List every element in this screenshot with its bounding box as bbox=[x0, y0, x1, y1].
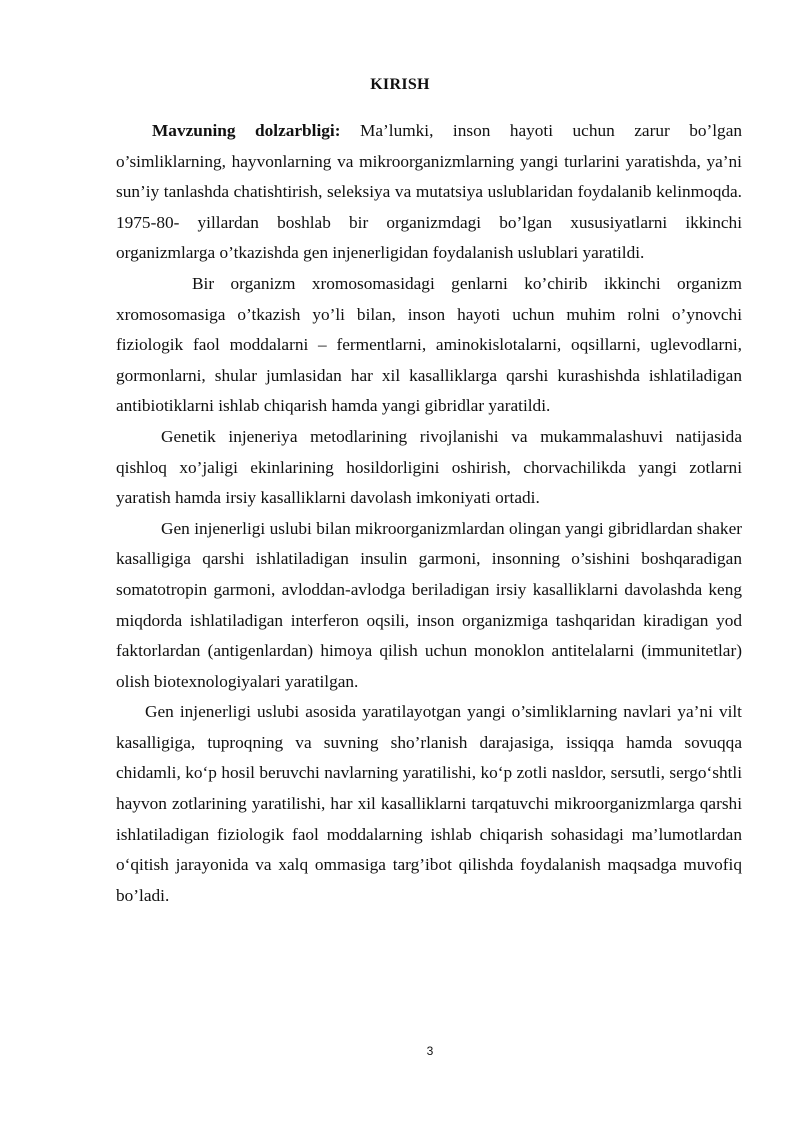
document-title: KIRISH bbox=[370, 76, 430, 93]
paragraph-relevance bbox=[116, 116, 742, 269]
page-number: 3 bbox=[426, 1044, 434, 1058]
paragraph-lead: Mavzuning dolzarbligi: bbox=[152, 121, 341, 140]
document-body bbox=[116, 116, 742, 911]
paragraph: Bir organizm xromosomasidagi genlarni ko’chirib ikkinchi organizm xromosomasiga o’tkazish yo’li bilan, inson hayoti uchun muhim rolni o’ynovchi fiziologik faol moddalarni – fermentlarni, aminokislotalarni, oqsillarni, uglevodlarni, gormonlarni, shular jumlasidan har xil kasalliklarga qarshi kurashishda ishlatiladigan antibiotiklarni ishlab chiqarish hamda yangi gibridlar yaratildi. bbox=[116, 273, 742, 416]
paragraph: Gen injenerligi uslubi asosida yaratilayotgan yangi o’simliklarning navlari ya’ni vilt kasalligiga, tuproqning va suvning sho’rlanish darajasiga, issiqqa hamda sovuqqa chidamli, ko‘p hosil beruvchi navlarning yaratilishi, ko‘p zotli nasldor, sersutli, sergo‘shtli hayvon zotlarining yaratilishi, har xil kasalliklarni tarqatuvchi mikroorganizmlarga qarshi ishlatiladigan fiziologik faol moddalarning ishlab chiqarish sohasidagi ma’lumotlardan o‘qitish jarayonida va xalq ommasiga targ’ibot qilishda foydalanish maqsadga muvofiq bo’ladi. bbox=[116, 702, 742, 905]
paragraph-text: Ma’lumki, inson hayoti uchun zarur bo’lgan o’simliklarning, hayvonlarning va mikroorganizmlarning yangi turlarini yaratishda, ya’ni sun’iy tanlashda chatishtirish, seleksiya va mutatsiya uslublaridan foydalanib kelinmoqda. 1975-80- yillardan boshlab bir organizmdagi bo’lgan xususiyatlarni ikkinchi organizmlarga o’tkazishda gen injenerligidan foydalanish uslublari yaratildi. bbox=[116, 121, 743, 263]
paragraph: Gen injenerligi uslubi bilan mikroorganizmlardan olingan yangi gibridlardan shaker kasalligiga qarshi ishlatiladigan insulin garmoni, insonning o’sishini boshqaradigan somatotropin garmoni, avloddan-avlodga beriladigan irsiy kasalliklarni davolashda keng miqdorda ishlatiladigan interferon oqsili, inson organizmiga tashqaridan kiradigan yod faktorlardan (antigenlardan) himoya qilish uchun monoklon antitelalarni (immunitetlar) olish biotexnologiyalari yaratilgan. bbox=[116, 518, 742, 691]
paragraph: Genetik injeneriya metodlarining rivojlanishi va mukammalashuvi natijasida qishloq xo’jaligi ekinlarining hosildorligini oshirish, chorvachilikda yangi zotlarni yaratish hamda irsiy kasalliklarni davolash imkoniyati ortadi. bbox=[116, 426, 742, 508]
